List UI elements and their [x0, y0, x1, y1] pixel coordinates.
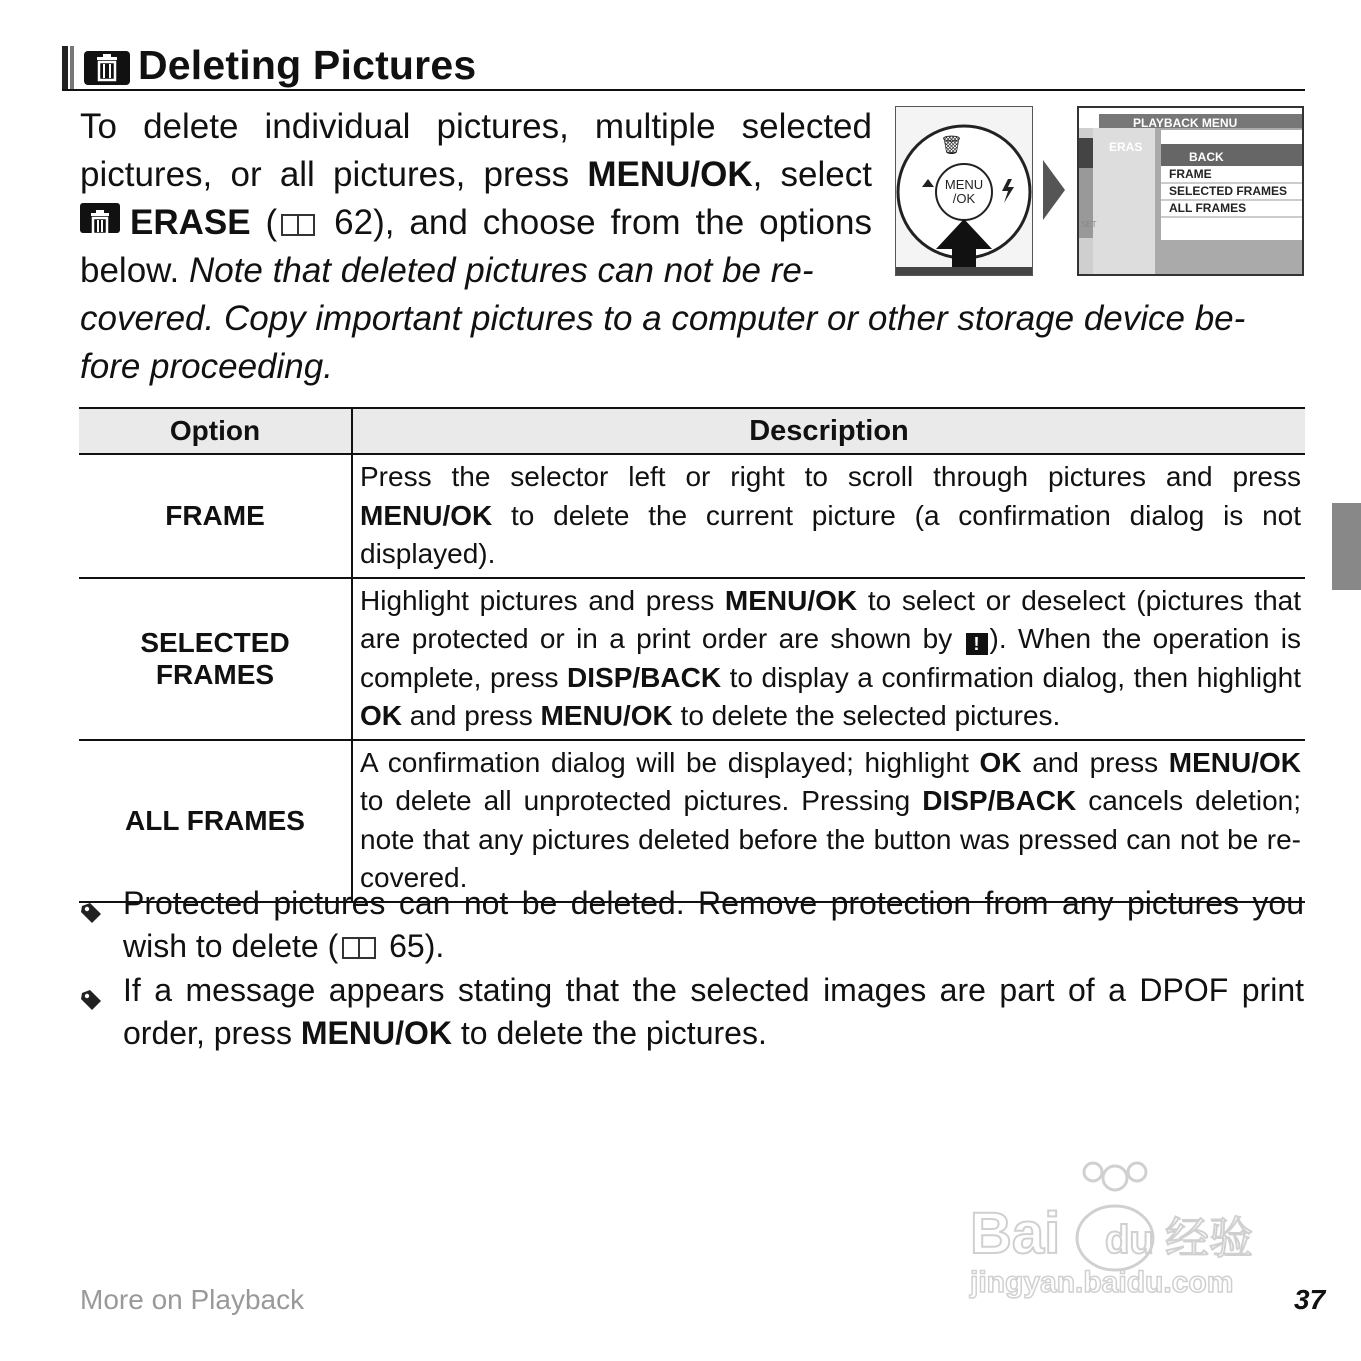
section-tab	[1332, 503, 1361, 590]
svg-text:MENU: MENU	[944, 177, 984, 192]
camera-dial-figure	[895, 106, 1033, 276]
text-run: A confirmation dialog will be displayed; highlight	[360, 746, 980, 778]
button-name: MENU/OK	[724, 584, 858, 616]
text-run: and press	[402, 700, 541, 731]
button-name: MENU/OK	[1168, 746, 1301, 778]
note-icon	[80, 979, 102, 1001]
screen-item-selected-frames: SELECTED FRAMES	[1169, 184, 1288, 198]
option-cell: ALL FRAMES	[79, 740, 352, 902]
screen-side-label: ERAS	[1109, 140, 1143, 154]
text-run: to delete the current picture (a confirmation dialog is not displayed).	[360, 499, 1301, 569]
button-name: DISP/BACK	[567, 661, 722, 693]
screen-set-label: SET	[1081, 220, 1097, 229]
exclamation-icon: !	[966, 633, 988, 655]
text-run: Protected pictures can not be deleted. Remove protection from any pictures you wish to delete (	[123, 885, 1304, 964]
button-name: DISP/BACK	[922, 785, 1077, 816]
playback-menu-screen	[1077, 106, 1304, 276]
note-item	[80, 969, 1304, 1055]
note-text	[123, 882, 1304, 968]
menu-ok-label: MENU/OK	[587, 155, 753, 194]
text-run: If a message appears stating that the selected images are part of a DPOF print order, press	[123, 972, 1304, 1051]
erase-label: ERASE	[130, 203, 251, 242]
table-row	[79, 740, 1305, 902]
note-item	[80, 882, 1304, 968]
screen-header: PLAYBACK MENU	[1133, 116, 1238, 130]
title-rule	[62, 89, 1305, 91]
header-description: Description	[352, 408, 1305, 454]
text-run: ). When the operation is complete, press	[360, 623, 1301, 693]
note-text	[123, 969, 1304, 1055]
watermark-brand: Bai	[970, 1201, 1061, 1266]
screen-item-all-frames: ALL FRAMES	[1169, 201, 1247, 215]
title-accent-bar-light	[70, 46, 74, 90]
text-run: to delete all unprotected pictures. Pressing	[360, 785, 923, 816]
footer-section: More on Playback	[80, 1284, 305, 1315]
button-name: OK	[360, 700, 402, 731]
trash-icon	[84, 51, 130, 85]
title-accent-bar	[62, 46, 68, 90]
intro-warning: covered. Copy important pictures to a computer or other storage device be-fore proceeding.	[80, 299, 1246, 386]
note-icon	[80, 892, 102, 914]
text-run: to delete the selected pictures.	[672, 700, 1061, 731]
table-row	[79, 578, 1305, 740]
options-table	[79, 407, 1305, 903]
button-name: MENU/OK	[300, 1015, 452, 1051]
text-run: cancels deletion; note that any pictures deleted before the button was pressed can not be re-covered.	[360, 785, 1302, 893]
text-run: and press	[1021, 746, 1169, 778]
svg-text:du: du	[1105, 1218, 1154, 1262]
button-name: MENU/OK	[360, 499, 493, 531]
book-icon	[342, 937, 376, 959]
watermark-url: jingyan.baidu.com	[970, 1266, 1234, 1299]
description-cell	[352, 454, 1305, 578]
book-icon	[281, 214, 315, 236]
button-name: MENU/OK	[540, 700, 673, 731]
svg-text:经验: 经验	[1165, 1213, 1253, 1264]
svg-text:🗑: 🗑	[940, 135, 963, 156]
screen-item-back: BACK	[1189, 150, 1224, 164]
description-cell	[352, 578, 1305, 740]
text-run: to delete the pictures.	[451, 1015, 767, 1051]
text-run: to display a confirmation dialog, then highlight	[721, 661, 1302, 693]
text-run: 65).	[380, 928, 445, 964]
text-run: Press the selector left or right to scroll through pictures and press	[360, 461, 1301, 492]
header-option: Option	[79, 408, 352, 454]
svg-text:/OK: /OK	[952, 191, 976, 206]
baidu-watermark	[965, 1158, 1280, 1308]
description-cell	[352, 740, 1305, 902]
option-cell: SELECTED FRAMES	[79, 578, 352, 740]
page-number: 37	[1294, 1284, 1326, 1315]
intro-paragraph: To delete individual pictures, multiple selected pictures, or all pictures, press MENU/OK, select ERASE ( 62), and choose from the options below. Note that deleted pictures can not be re-	[80, 107, 872, 290]
text-run: Highlight pictures and press	[360, 584, 725, 616]
trash-icon	[80, 203, 120, 233]
option-cell: FRAME	[79, 454, 352, 578]
page-title: Deleting Pictures	[138, 42, 477, 88]
text-run: to select or deselect (pictures that are protected or in a print order are shown by	[360, 584, 1302, 654]
screen-item-frame: FRAME	[1169, 167, 1212, 181]
arrow-right-icon	[1043, 160, 1065, 220]
button-name: OK	[979, 746, 1022, 778]
table-row	[79, 454, 1305, 578]
